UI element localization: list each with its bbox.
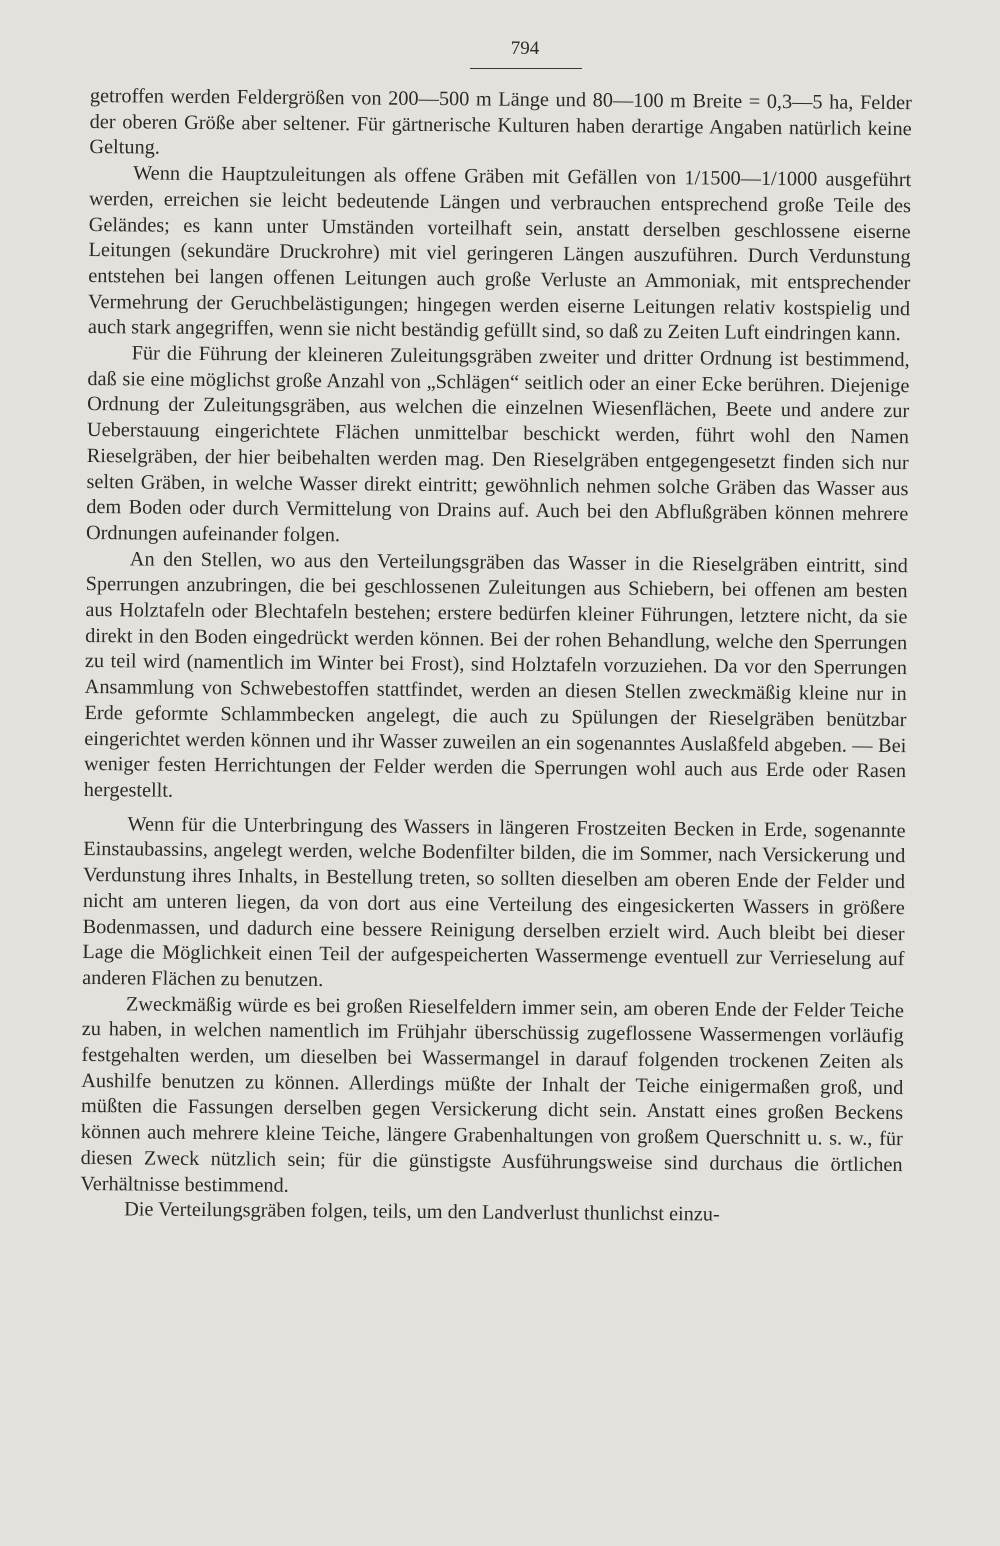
paragraph-3: Für die Führung der kleineren Zuleitungsgräben zweiter und dritter Ordnung ist bestimmend, daß sie eine möglichst große Anzahl von „Schlägen“ seitlich oder an einer Ecke berühren. Diejenige Ordnung der Zuleitungsgräben, aus welchen die einzelnen Wiesenflächen, Beete und andere zur Ueberstauung eingerichtete Flächen unmittelbar beschickt werden, führt wohl den Namen Rieselgräben, der hier beibehalten werden mag. Den Rieselgräben entgegengesetzt finden sich nur selten Gräben, in welche Wasser direkt eintritt; gewöhnlich nehmen solche Gräben das Wasser aus dem Boden oder durch Vermittelung von Drains auf. Auch bei den Abflußgräben können mehrere Ordnungen aufeinander folgen.	[85, 342, 910, 547]
header-rule	[470, 68, 582, 69]
paragraph-5: Wenn für die Unterbringung des Wassers in längeren Frostzeiten Becken in Erde, sogenannte Einstaubassins, angelegt werden, welche Bodenfilter bilden, die im Sommer, nach Versickerung und Verdunstung ihres Inhalts, in Bestellung treten, so sollten dieselben am oberen Ende der Felder und nicht am unteren liegen, da von dort aus eine Verteilung des eingesickerten Wassers in größere Bodenmassen, und dadurch eine bessere Reinigung derselben erzielt wird. Auch bleibt bei dieser Lage die Möglichkeit einen Teil der aufgespeicherten Wassermenge eventuell zur Verrieselung auf anderen Flächen zu benutzen.	[82, 813, 906, 991]
paragraph-2: Wenn die Hauptzuleitungen als offene Gräben mit Gefällen von 1/1500—1/1000 ausgeführt werden, erreichen sie leicht bedeutende Längen und verbrauchen entsprechend große Teile des Geländes; es kann unter Umständen vorteilhaft sein, anstatt derselben geschlossene eiserne Leitungen (sekundäre Druckrohre) mit viel geringeren Längen auszuführen. Durch Verdunstung entstehen bei langen offenen Leitungen auch große Verluste an Ammoniak, mit entsprechender Vermehrung der Geruchbelästigungen; hingegen werden eiserne Leitungen relativ kostspielig und auch stark angegriffen, wenn sie nicht beständig gefüllt sind, so daß zu Zeiten Luft eindringen kann.	[87, 162, 912, 346]
paragraph-6: Zweckmäßig würde es bei großen Rieselfeldern immer sein, am oberen Ende der Felder Teiche zu haben, in welchen namentlich im Frühjahr überschüssig zugeflossene Wassermengen vorläufig festgehalten werden, um dieselben bei Wassermangel in darauf folgenden trockenen Zeiten als Aushilfe benutzen zu können. Allerdings müßte der Inhalt der Teiche einigermaßen groß, und müßten die Fassungen derselben gegen Versickerung dicht sein. Anstatt eines großen Beckens können auch mehrere kleine Teiche, längere Grabenhaltungen von großem Querschnitt u. s. w., für diesen Zweck nützlich sein; für die günstigste Ausführungsweise sind durchaus die örtlichen Verhältnisse bestimmend.	[80, 992, 905, 1197]
page-number: 794	[510, 38, 540, 59]
paragraph-7: Die Verteilungsgräben folgen, teils, um den Landverlust thunlichst einzu-	[124, 1198, 720, 1226]
paragraph-1: getroffen werden Feldergrößen von 200—500 m Länge und 80—100 m Breite = 0,3—5 ha, Felder der oberen Größe aber seltener. Für gärtnerische Kulturen haben derartige Angaben natürlich keine Geltung.	[89, 84, 912, 160]
paragraph-4: An den Stellen, wo aus den Verteilungsgräben das Wasser in die Rieselgräben eintritt, sind Sperrungen anzubringen, die bei geschlossenen Zuleitungen aus Schiebern, bei offenen am besten aus Holztafeln oder Blechtafeln bestehen; erstere bedürfen kleiner Führungen, letztere nicht, da sie direkt in den Boden eingedrückt werden können. Bei der rohen Behandlung, welche den Sperrungen zu teil wird (namentlich im Winter bei Frost), sind Holztafeln vorzuziehen. Da vor den Sperrungen Ansammlung von Schwebestoffen stattfindet, werden an diesen Stellen zweckmäßig kleine nur in Erde geformte Schlammbecken angelegt, die auch zu Spülungen der Rieselgräben benützbar eingerichtet werden können und ihr Wasser zuweilen an ein sogenanntes Auslaßfeld abgeben. — Bei weniger festen Herrichtungen der Felder werden die Sperrungen wohl auch aus Erde oder Rasen hergestellt.	[83, 548, 908, 802]
body-text	[80, 84, 912, 1230]
